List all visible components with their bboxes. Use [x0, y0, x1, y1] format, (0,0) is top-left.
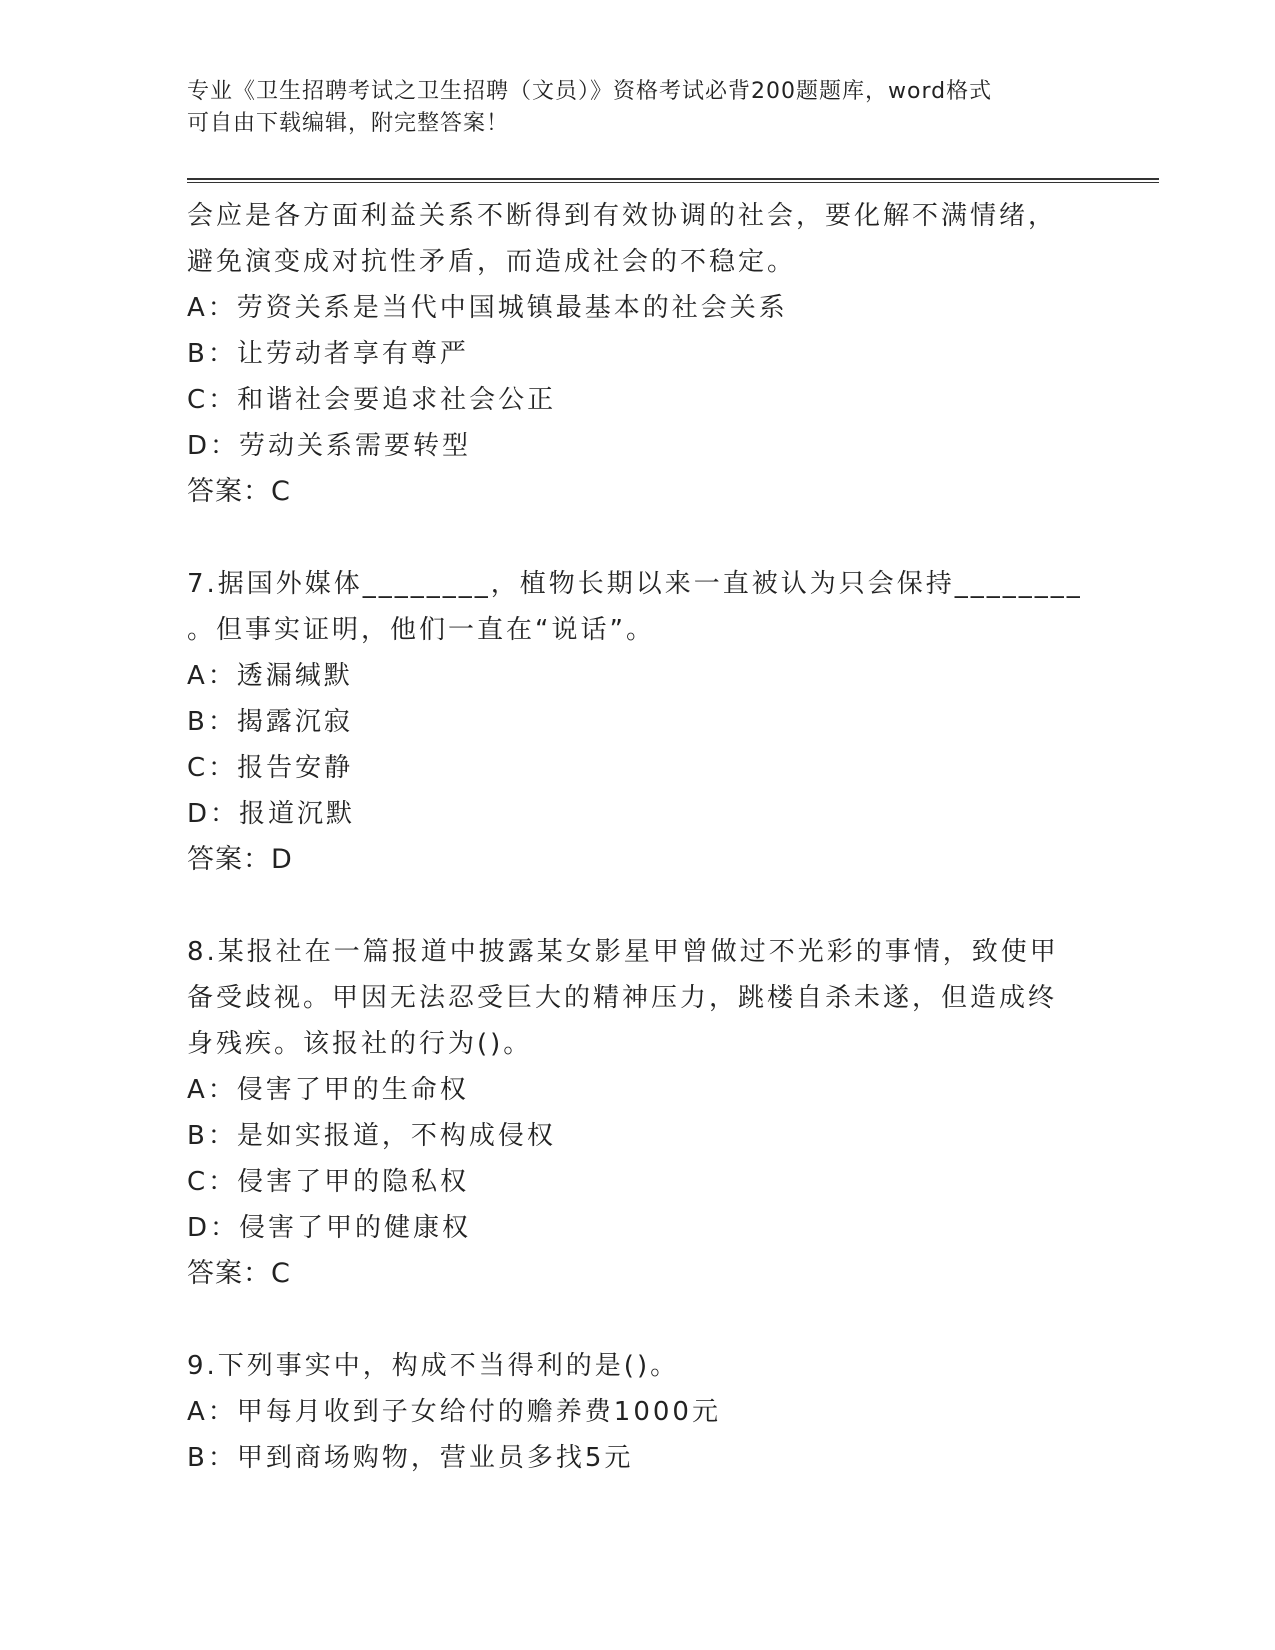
question-7-option-a: A：透漏缄默 [187, 661, 353, 691]
question-6-answer: 答案：C [187, 476, 291, 507]
spacer [187, 515, 1087, 561]
question-8-option-b: B：是如实报道，不构成侵权 [187, 1121, 556, 1151]
question-8-option-a: A：侵害了甲的生命权 [187, 1075, 469, 1105]
question-8-stem-line-2: 备受歧视。甲因无法忍受巨大的精神压力，跳楼自杀未遂，但造成终 [187, 983, 1058, 1013]
document-header [187, 76, 1087, 140]
question-6-stem-line-2: 避免演变成对抗性矛盾，而造成社会的不稳定。 [187, 247, 797, 277]
header-title-line-1: 专业《卫生招聘考试之卫生招聘（文员）》资格考试必背200题题库，word格式 [187, 79, 993, 104]
spacer [187, 883, 1087, 929]
question-6-option-d: D：劳动关系需要转型 [187, 431, 472, 461]
header-title-line-2: 可自由下载编辑，附完整答案！ [187, 111, 510, 136]
question-6-option-c: C：和谐社会要追求社会公正 [187, 385, 557, 415]
question-8-stem-line-1: 8.某报社在一篇报道中披露某女影星甲曾做过不光彩的事情，致使甲 [187, 937, 1059, 967]
question-9-option-b: B：甲到商场购物，营业员多找5元 [187, 1443, 634, 1473]
question-8-option-c: C：侵害了甲的隐私权 [187, 1167, 470, 1197]
question-8-option-d: D：侵害了甲的健康权 [187, 1213, 472, 1243]
question-8-block [187, 929, 1087, 1297]
question-6-option-b: B：让劳动者享有尊严 [187, 339, 469, 369]
question-9-stem-line-1: 9.下列事实中，构成不当得利的是()。 [187, 1351, 680, 1381]
question-list [187, 193, 1087, 1481]
question-7-block [187, 561, 1087, 883]
question-8-stem-line-3: 身残疾。该报社的行为()。 [187, 1029, 533, 1059]
question-6-stem-line-1: 会应是各方面利益关系不断得到有效协调的社会，要化解不满情绪， [187, 201, 1058, 231]
question-7-answer: 答案：D [187, 844, 293, 875]
question-9-option-a: A：甲每月收到子女给付的赡养费1000元 [187, 1397, 721, 1427]
spacer [187, 1297, 1087, 1343]
question-7-stem-line-2: 。但事实证明，他们一直在“说话”。 [187, 615, 655, 645]
question-6-block [187, 193, 1087, 515]
question-7-stem-line-1: 7.据国外媒体________，植物长期以来一直被认为只会保持________ [187, 569, 1083, 599]
question-7-option-c: C：报告安静 [187, 753, 354, 783]
question-7-option-b: B：揭露沉寂 [187, 707, 353, 737]
question-6-option-a: A：劳资关系是当代中国城镇最基本的社会关系 [187, 293, 788, 323]
question-9-block [187, 1343, 1087, 1481]
question-7-option-d: D：报道沉默 [187, 799, 356, 829]
question-8-answer: 答案：C [187, 1258, 291, 1289]
header-divider [187, 178, 1159, 183]
